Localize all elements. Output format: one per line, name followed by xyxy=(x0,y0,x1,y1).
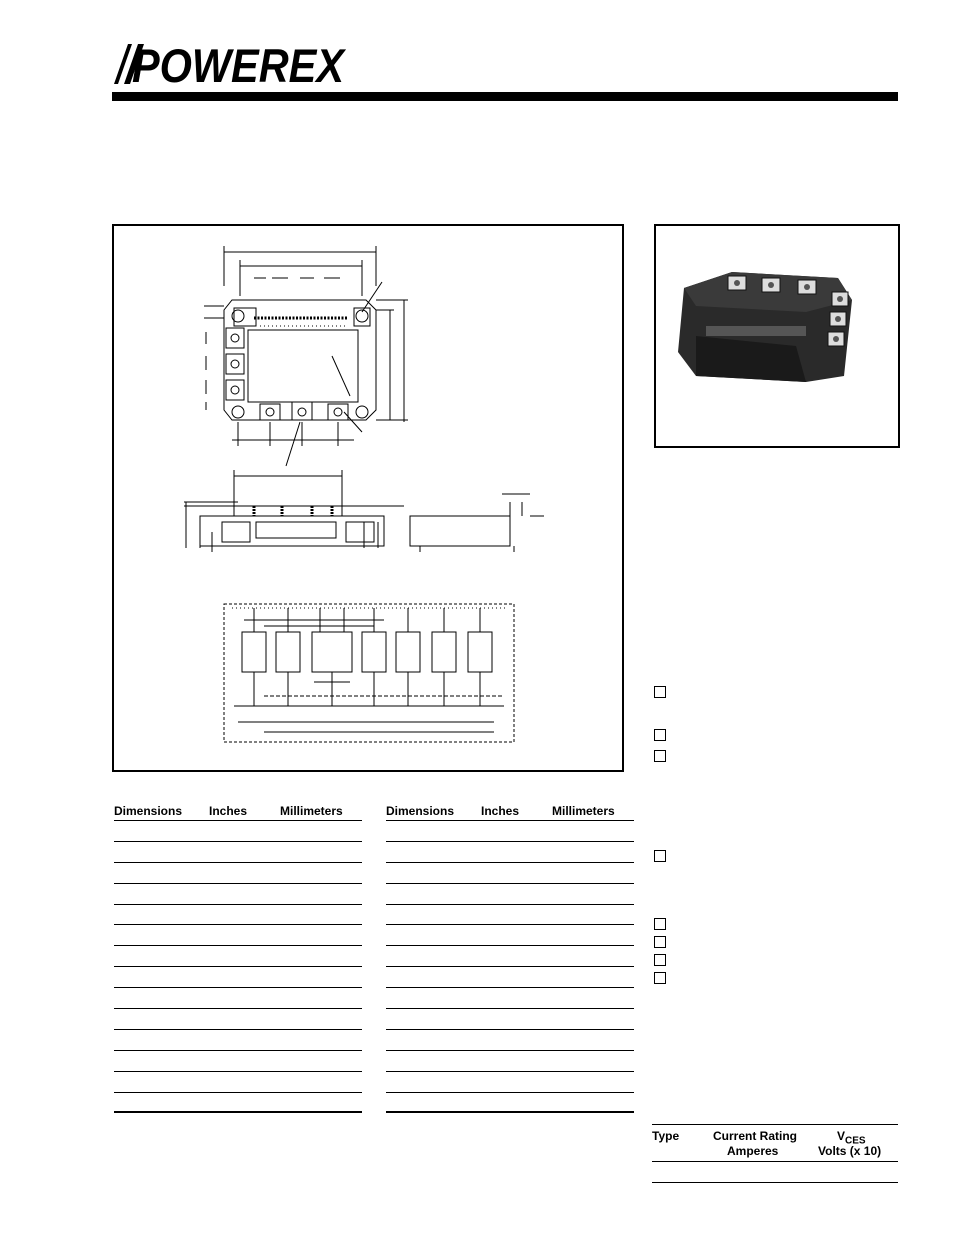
table-row xyxy=(114,967,362,988)
table-row xyxy=(386,1072,634,1093)
outline-drawing-panel xyxy=(112,224,624,772)
feature-checkbox xyxy=(654,936,666,948)
feature-checkbox xyxy=(654,850,666,862)
feature-checkbox xyxy=(654,729,666,741)
powerex-logo xyxy=(112,39,347,92)
ordering-type-table xyxy=(652,1124,898,1183)
dimensions-table-left xyxy=(114,802,362,1113)
table-row xyxy=(114,863,362,884)
table-row xyxy=(386,863,634,884)
feature-checkbox xyxy=(654,750,666,762)
header-dimensions: Dimensions xyxy=(114,804,183,818)
table-row xyxy=(114,1093,362,1114)
dimensions-table-header xyxy=(114,802,362,821)
table-row xyxy=(386,905,634,926)
table-row xyxy=(386,1051,634,1072)
feature-checkbox xyxy=(654,972,666,984)
outline-drawing xyxy=(114,226,622,770)
header-millimeters: Millimeters xyxy=(280,804,343,818)
feature-checkbox xyxy=(654,686,666,698)
table-row xyxy=(114,1072,362,1093)
vces-symbol: V xyxy=(837,1129,846,1143)
table-row xyxy=(114,925,362,946)
header-millimeters: Millimeters xyxy=(552,804,615,818)
table-row xyxy=(114,1051,362,1072)
table-row xyxy=(114,1030,362,1051)
table-row xyxy=(114,946,362,967)
table-row xyxy=(386,842,634,863)
header-dimensions: Dimensions xyxy=(386,804,455,818)
feature-checkbox xyxy=(654,954,666,966)
module-photo xyxy=(656,226,898,446)
col-type: Type xyxy=(652,1129,680,1143)
header-rule xyxy=(112,92,898,101)
table-row xyxy=(114,905,362,926)
table-row xyxy=(386,1030,634,1051)
header-inches: Inches xyxy=(209,804,248,818)
dimensions-table-right xyxy=(386,802,634,1113)
table-row xyxy=(386,946,634,967)
dimensions-table-header xyxy=(386,802,634,821)
col-vces-units: Volts (x 10) xyxy=(818,1144,882,1158)
table-row xyxy=(386,925,634,946)
module-photo-panel xyxy=(654,224,900,448)
table-row xyxy=(386,988,634,1009)
feature-checkbox xyxy=(654,918,666,930)
vces-subscript: CES xyxy=(845,1135,866,1147)
logo-wordmark: POWEREX xyxy=(132,39,347,92)
table-row xyxy=(386,967,634,988)
table-row xyxy=(386,1093,634,1114)
table-row xyxy=(114,1009,362,1030)
table-row xyxy=(386,884,634,905)
table-row xyxy=(114,842,362,863)
header-inches: Inches xyxy=(481,804,520,818)
table-row xyxy=(114,821,362,842)
table-row xyxy=(114,884,362,905)
table-row xyxy=(114,988,362,1009)
col-current-units: Amperes xyxy=(727,1144,779,1158)
table-row xyxy=(386,821,634,842)
table-row xyxy=(386,1009,634,1030)
col-current-rating: Current Rating xyxy=(713,1129,797,1143)
